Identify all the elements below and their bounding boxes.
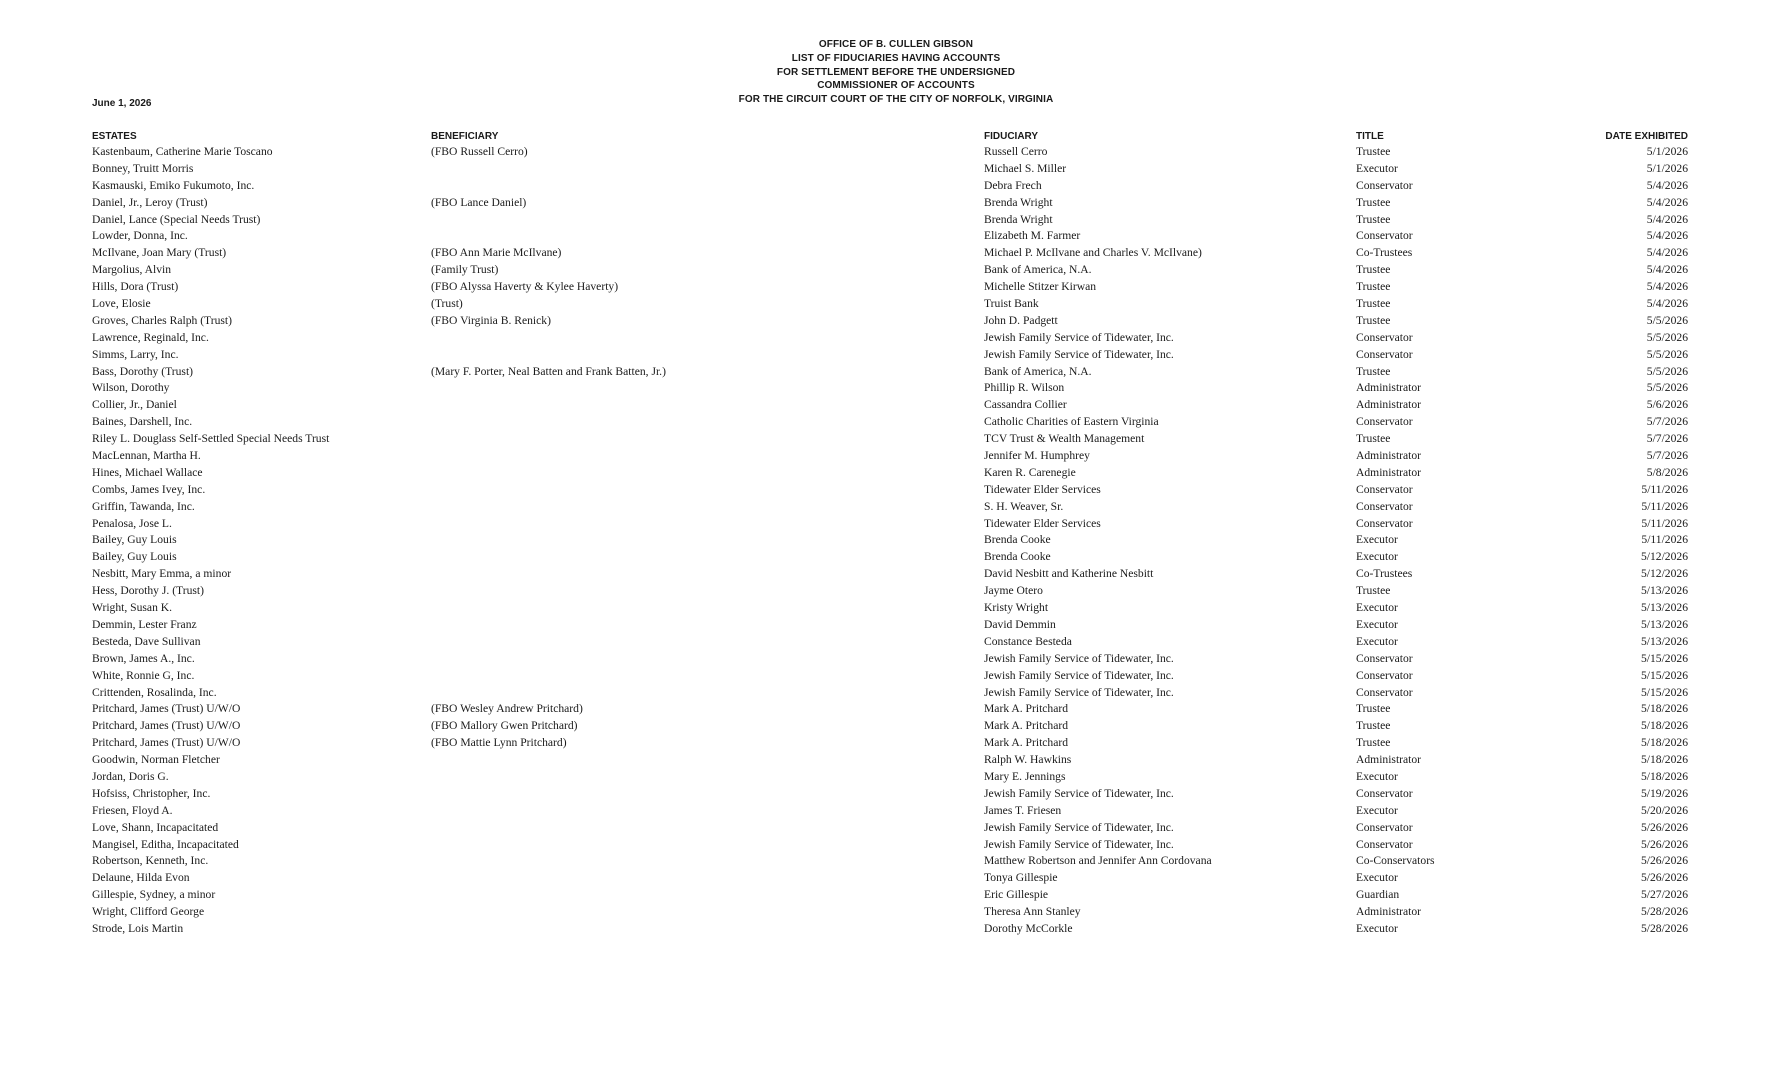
table-row <box>0 837 1792 854</box>
estate-cell: Nesbitt, Mary Emma, a minor <box>92 567 232 581</box>
title-cell: Conservator <box>1356 330 1413 344</box>
beneficiary-cell: (FBO Alyssa Haverty & Kylee Haverty) <box>431 280 619 294</box>
date-exhibited-cell: 5/18/2026 <box>1640 702 1688 716</box>
date-exhibited-cell: 5/5/2026 <box>1646 347 1688 361</box>
table-row <box>0 532 1792 549</box>
estate-cell: Lawrence, Reginald, Inc. <box>92 330 209 344</box>
table-row <box>0 161 1792 178</box>
date-exhibited-cell: 5/12/2026 <box>1640 567 1688 581</box>
date-exhibited-cell: 5/4/2026 <box>1646 212 1688 226</box>
estate-cell: Gillespie, Sydney, a minor <box>92 888 216 902</box>
estate-cell: Love, Shann, Incapacitated <box>92 820 219 834</box>
table-row <box>0 904 1792 921</box>
column-header-date-exhibited: DATE EXHIBITED <box>1605 131 1688 142</box>
title-cell: Administrator <box>1356 449 1422 463</box>
date-exhibited-cell: 5/13/2026 <box>1640 634 1688 648</box>
table-row <box>0 651 1792 668</box>
estate-cell: Riley L. Douglass Self-Settled Special Needs Trust <box>92 432 330 446</box>
fiduciary-cell: Mary E. Jennings <box>984 769 1066 783</box>
fiduciary-cell: Bank of America, N.A. <box>984 263 1092 277</box>
title-cell: Executor <box>1356 871 1398 885</box>
table-row <box>0 245 1792 262</box>
title-cell: Conservator <box>1356 499 1413 513</box>
estate-cell: Friesen, Floyd A. <box>92 803 173 817</box>
fiduciary-cell: Jennifer M. Humphrey <box>984 449 1090 463</box>
date-exhibited-cell: 5/1/2026 <box>1646 145 1688 158</box>
title-cell: Trustee <box>1356 702 1391 716</box>
fiduciary-cell: Debra Frech <box>984 178 1042 192</box>
fiduciary-cell: Tonya Gillespie <box>984 871 1058 885</box>
estate-cell: Hines, Michael Wallace <box>92 465 203 479</box>
title-cell: Executor <box>1356 769 1398 783</box>
estate-cell: White, Ronnie G, Inc. <box>92 668 195 682</box>
title-cell: Conservator <box>1356 347 1413 361</box>
table-row <box>0 803 1792 820</box>
fiduciary-cell: Brenda Wright <box>984 212 1053 226</box>
estate-cell: Lowder, Donna, Inc. <box>92 229 188 243</box>
date-exhibited-cell: 5/12/2026 <box>1640 550 1688 564</box>
table-row <box>0 279 1792 296</box>
date-exhibited-cell: 5/7/2026 <box>1646 449 1688 463</box>
estate-cell: Pritchard, James (Trust) U/W/O <box>92 719 241 733</box>
date-exhibited-cell: 5/28/2026 <box>1640 905 1688 919</box>
date-exhibited-cell: 5/18/2026 <box>1640 753 1688 767</box>
title-cell: Administrator <box>1356 381 1422 395</box>
table-row <box>0 347 1792 364</box>
estate-cell: Brown, James A., Inc. <box>92 651 195 665</box>
estate-cell: MacLennan, Martha H. <box>92 449 201 463</box>
beneficiary-cell: (Trust) <box>431 297 463 311</box>
fiduciary-cell: Michelle Stitzer Kirwan <box>984 280 1097 294</box>
date-exhibited-cell: 5/7/2026 <box>1646 415 1688 429</box>
table-row <box>0 262 1792 279</box>
estate-cell: Combs, James Ivey, Inc. <box>92 482 206 496</box>
estate-cell: McIlvane, Joan Mary (Trust) <box>92 246 227 260</box>
estate-cell: Hofsiss, Christopher, Inc. <box>92 786 211 800</box>
table-row <box>0 752 1792 769</box>
column-header-title: TITLE <box>1356 131 1384 142</box>
date-exhibited-cell: 5/15/2026 <box>1640 651 1688 665</box>
fiduciary-cell: Russell Cerro <box>984 145 1048 158</box>
fiduciary-cell: Jayme Otero <box>984 584 1043 598</box>
date-exhibited-cell: 5/26/2026 <box>1640 837 1688 851</box>
column-header-fiduciary: FIDUCIARY <box>984 131 1039 142</box>
date-exhibited-cell: 5/19/2026 <box>1640 786 1688 800</box>
date-exhibited-cell: 5/5/2026 <box>1646 330 1688 344</box>
date-exhibited-cell: 5/5/2026 <box>1646 313 1688 327</box>
title-cell: Conservator <box>1356 516 1413 530</box>
estate-cell: Hess, Dorothy J. (Trust) <box>92 584 204 598</box>
header-list-title: LIST OF FIDUCIARIES HAVING ACCOUNTS <box>791 52 1001 64</box>
estate-cell: Delaune, Hilda Evon <box>92 871 190 885</box>
estate-cell: Jordan, Doris G. <box>92 769 169 783</box>
fiduciary-cell: S. H. Weaver, Sr. <box>984 499 1064 513</box>
beneficiary-cell: (FBO Russell Cerro) <box>431 145 528 158</box>
report-date: June 1, 2026 <box>92 98 152 109</box>
table-row <box>0 516 1792 533</box>
title-cell: Conservator <box>1356 786 1413 800</box>
column-header-beneficiary: BENEFICIARY <box>431 131 499 142</box>
fiduciary-cell: Jewish Family Service of Tidewater, Inc. <box>984 330 1174 344</box>
fiduciary-cell: John D. Padgett <box>984 313 1058 327</box>
title-cell: Trustee <box>1356 432 1391 446</box>
date-exhibited-cell: 5/4/2026 <box>1646 263 1688 277</box>
fiduciary-cell: Karen R. Carenegie <box>984 465 1076 479</box>
date-exhibited-cell: 5/4/2026 <box>1646 280 1688 294</box>
fiduciary-cell: Tidewater Elder Services <box>984 516 1101 530</box>
table-row <box>0 499 1792 516</box>
title-cell: Conservator <box>1356 229 1413 243</box>
date-exhibited-cell: 5/11/2026 <box>1641 482 1688 496</box>
beneficiary-cell: (FBO Mattie Lynn Pritchard) <box>431 736 567 750</box>
estate-cell: Daniel, Jr., Leroy (Trust) <box>92 195 208 209</box>
header-office: OFFICE OF B. CULLEN GIBSON <box>818 39 974 50</box>
estate-cell: Groves, Charles Ralph (Trust) <box>92 313 232 327</box>
table-row <box>0 549 1792 566</box>
date-exhibited-cell: 5/13/2026 <box>1640 584 1688 598</box>
estate-cell: Besteda, Dave Sullivan <box>92 634 201 648</box>
fiduciary-cell: Mark A. Pritchard <box>984 719 1069 733</box>
title-cell: Conservator <box>1356 685 1413 699</box>
table-row <box>0 870 1792 887</box>
fiduciary-cell: Jewish Family Service of Tidewater, Inc. <box>984 668 1174 682</box>
date-exhibited-cell: 5/26/2026 <box>1640 854 1688 868</box>
title-cell: Administrator <box>1356 753 1422 767</box>
header-commissioner: COMMISSIONER OF ACCOUNTS <box>817 80 975 92</box>
estate-cell: Bailey, Guy Louis <box>92 550 177 564</box>
date-exhibited-cell: 5/26/2026 <box>1640 820 1688 834</box>
title-cell: Trustee <box>1356 212 1391 226</box>
title-cell: Executor <box>1356 803 1398 817</box>
date-exhibited-cell: 5/11/2026 <box>1641 499 1688 513</box>
estate-cell: Crittenden, Rosalinda, Inc. <box>92 685 217 699</box>
table-row <box>0 566 1792 583</box>
column-header-estates: ESTATES <box>92 131 137 142</box>
table-row <box>0 330 1792 347</box>
date-exhibited-cell: 5/13/2026 <box>1640 601 1688 615</box>
date-exhibited-cell: 5/8/2026 <box>1646 465 1688 479</box>
fiduciary-cell: Bank of America, N.A. <box>984 364 1092 378</box>
table-row <box>0 465 1792 482</box>
beneficiary-cell: (FBO Mallory Gwen Pritchard) <box>431 719 578 733</box>
estate-cell: Baines, Darshell, Inc. <box>92 415 193 429</box>
estate-cell: Pritchard, James (Trust) U/W/O <box>92 702 241 716</box>
date-exhibited-cell: 5/18/2026 <box>1640 719 1688 733</box>
date-exhibited-cell: 5/6/2026 <box>1646 398 1688 412</box>
table-row <box>0 195 1792 212</box>
fiduciary-cell: Brenda Cooke <box>984 550 1051 564</box>
table-row <box>0 600 1792 617</box>
beneficiary-cell: (FBO Virginia B. Renick) <box>431 313 551 327</box>
table-row <box>0 887 1792 904</box>
date-exhibited-cell: 5/15/2026 <box>1640 668 1688 682</box>
table-row <box>0 364 1792 381</box>
fiduciary-cell: Michael S. Miller <box>984 161 1067 175</box>
fiduciary-cell: Dorothy McCorkle <box>984 921 1073 935</box>
table-row <box>0 786 1792 803</box>
estate-cell: Bonney, Truitt Morris <box>92 161 194 175</box>
beneficiary-cell: (FBO Lance Daniel) <box>431 195 527 209</box>
title-cell: Trustee <box>1356 145 1391 158</box>
header-settlement: FOR SETTLEMENT BEFORE THE UNDERSIGNED <box>776 66 1016 78</box>
fiduciary-table <box>0 144 1792 938</box>
table-row <box>0 634 1792 651</box>
table-row <box>0 718 1792 735</box>
date-exhibited-cell: 5/11/2026 <box>1641 533 1688 547</box>
title-cell: Trustee <box>1356 297 1391 311</box>
estate-cell: Margolius, Alvin <box>92 263 172 277</box>
table-row <box>0 482 1792 499</box>
estate-cell: Wilson, Dorothy <box>92 381 170 395</box>
fiduciary-cell: Elizabeth M. Farmer <box>984 229 1081 243</box>
fiduciary-cell: Cassandra Collier <box>984 398 1067 412</box>
title-cell: Co-Conservators <box>1356 854 1435 868</box>
date-exhibited-cell: 5/18/2026 <box>1640 769 1688 783</box>
date-exhibited-cell: 5/15/2026 <box>1640 685 1688 699</box>
date-exhibited-cell: 5/5/2026 <box>1646 381 1688 395</box>
table-row <box>0 820 1792 837</box>
date-exhibited-cell: 5/27/2026 <box>1640 888 1688 902</box>
fiduciary-cell: Theresa Ann Stanley <box>984 905 1081 919</box>
fiduciary-cell: Truist Bank <box>984 297 1039 311</box>
fiduciary-cell: Mark A. Pritchard <box>984 736 1069 750</box>
title-cell: Executor <box>1356 550 1398 564</box>
table-row <box>0 431 1792 448</box>
date-exhibited-cell: 5/28/2026 <box>1640 921 1688 935</box>
table-row <box>0 448 1792 465</box>
date-exhibited-cell: 5/26/2026 <box>1640 871 1688 885</box>
fiduciary-cell: Tidewater Elder Services <box>984 482 1101 496</box>
fiduciary-cell: Jewish Family Service of Tidewater, Inc. <box>984 786 1174 800</box>
fiduciary-cell: Ralph W. Hawkins <box>984 753 1072 767</box>
fiduciary-cell: TCV Trust & Wealth Management <box>984 432 1145 446</box>
title-cell: Conservator <box>1356 837 1413 851</box>
title-cell: Executor <box>1356 617 1398 631</box>
table-row <box>0 414 1792 431</box>
title-cell: Trustee <box>1356 195 1391 209</box>
fiduciary-cell: Eric Gillespie <box>984 888 1049 902</box>
fiduciary-cell: Jewish Family Service of Tidewater, Inc. <box>984 347 1174 361</box>
fiduciary-cell: James T. Friesen <box>984 803 1062 817</box>
table-row <box>0 921 1792 938</box>
estate-cell: Robertson, Kenneth, Inc. <box>92 854 209 868</box>
table-row <box>0 769 1792 786</box>
title-cell: Conservator <box>1356 178 1413 192</box>
table-row <box>0 178 1792 195</box>
table-row <box>0 296 1792 313</box>
title-cell: Administrator <box>1356 398 1422 412</box>
date-exhibited-cell: 5/4/2026 <box>1646 195 1688 209</box>
title-cell: Trustee <box>1356 280 1391 294</box>
title-cell: Guardian <box>1356 888 1400 902</box>
title-cell: Conservator <box>1356 820 1413 834</box>
date-exhibited-cell: 5/7/2026 <box>1646 432 1688 446</box>
title-cell: Administrator <box>1356 905 1422 919</box>
title-cell: Executor <box>1356 634 1398 648</box>
title-cell: Executor <box>1356 161 1398 175</box>
estate-cell: Griffin, Tawanda, Inc. <box>92 499 195 513</box>
title-cell: Conservator <box>1356 415 1413 429</box>
table-row <box>0 668 1792 685</box>
estate-cell: Kasmauski, Emiko Fukumoto, Inc. <box>92 178 255 192</box>
title-cell: Co-Trustees <box>1356 246 1413 260</box>
title-cell: Administrator <box>1356 465 1422 479</box>
date-exhibited-cell: 5/4/2026 <box>1646 229 1688 243</box>
title-cell: Trustee <box>1356 263 1391 277</box>
title-cell: Co-Trustees <box>1356 567 1413 581</box>
date-exhibited-cell: 5/20/2026 <box>1640 803 1688 817</box>
date-exhibited-cell: 5/1/2026 <box>1646 161 1688 175</box>
fiduciary-cell: Jewish Family Service of Tidewater, Inc. <box>984 685 1174 699</box>
date-exhibited-cell: 5/18/2026 <box>1640 736 1688 750</box>
table-row <box>0 144 1792 161</box>
document-header <box>596 38 1196 107</box>
date-exhibited-cell: 5/4/2026 <box>1646 297 1688 311</box>
fiduciary-cell: Brenda Cooke <box>984 533 1051 547</box>
title-cell: Executor <box>1356 921 1398 935</box>
header-court: FOR THE CIRCUIT COURT OF THE CITY OF NORFOLK, VIRGINIA <box>738 94 1054 106</box>
estate-cell: Pritchard, James (Trust) U/W/O <box>92 736 241 750</box>
estate-cell: Collier, Jr., Daniel <box>92 398 177 412</box>
title-cell: Trustee <box>1356 736 1391 750</box>
fiduciary-cell: Phillip R. Wilson <box>984 381 1065 395</box>
table-row <box>0 735 1792 752</box>
date-exhibited-cell: 5/5/2026 <box>1646 364 1688 378</box>
estate-cell: Demmin, Lester Franz <box>92 617 197 631</box>
estate-cell: Wright, Susan K. <box>92 601 173 615</box>
estate-cell: Mangisel, Editha, Incapacitated <box>92 837 239 851</box>
date-exhibited-cell: 5/11/2026 <box>1641 516 1688 530</box>
beneficiary-cell: (FBO Ann Marie McIlvane) <box>431 246 562 260</box>
title-cell: Trustee <box>1356 719 1391 733</box>
estate-cell: Strode, Lois Martin <box>92 921 184 935</box>
title-cell: Conservator <box>1356 482 1413 496</box>
fiduciary-cell: David Demmin <box>984 617 1056 631</box>
fiduciary-cell: Catholic Charities of Eastern Virginia <box>984 415 1159 429</box>
title-cell: Executor <box>1356 533 1398 547</box>
date-exhibited-cell: 5/13/2026 <box>1640 617 1688 631</box>
beneficiary-cell: (FBO Wesley Andrew Pritchard) <box>431 702 583 716</box>
title-cell: Trustee <box>1356 313 1391 327</box>
table-row <box>0 583 1792 600</box>
title-cell: Conservator <box>1356 651 1413 665</box>
date-exhibited-cell: 5/4/2026 <box>1646 246 1688 260</box>
date-exhibited-cell: 5/4/2026 <box>1646 178 1688 192</box>
fiduciary-cell: Brenda Wright <box>984 195 1053 209</box>
table-row <box>0 617 1792 634</box>
fiduciary-cell: Matthew Robertson and Jennifer Ann Cordovana <box>984 854 1212 868</box>
table-row <box>0 380 1792 397</box>
fiduciary-cell: Kristy Wright <box>984 601 1049 615</box>
table-row <box>0 397 1792 414</box>
table-row <box>0 212 1792 229</box>
fiduciary-cell: Mark A. Pritchard <box>984 702 1069 716</box>
title-cell: Trustee <box>1356 364 1391 378</box>
fiduciary-cell: Michael P. McIlvane and Charles V. McIlvane) <box>984 246 1202 260</box>
beneficiary-cell: (Mary F. Porter, Neal Batten and Frank Batten, Jr.) <box>431 364 666 378</box>
title-cell: Trustee <box>1356 584 1391 598</box>
fiduciary-cell: Jewish Family Service of Tidewater, Inc. <box>984 837 1174 851</box>
estate-cell: Hills, Dora (Trust) <box>92 280 179 294</box>
estate-cell: Love, Elosie <box>92 297 151 311</box>
table-row <box>0 685 1792 702</box>
estate-cell: Daniel, Lance (Special Needs Trust) <box>92 212 261 226</box>
title-cell: Executor <box>1356 601 1398 615</box>
title-cell: Conservator <box>1356 668 1413 682</box>
estate-cell: Bass, Dorothy (Trust) <box>92 364 194 378</box>
estate-cell: Penalosa, Jose L. <box>92 516 172 530</box>
estate-cell: Goodwin, Norman Fletcher <box>92 753 220 767</box>
fiduciary-cell: Constance Besteda <box>984 634 1072 648</box>
table-row <box>0 228 1792 245</box>
estate-cell: Bailey, Guy Louis <box>92 533 177 547</box>
estate-cell: Kastenbaum, Catherine Marie Toscano <box>92 145 273 158</box>
estate-cell: Wright, Clifford George <box>92 905 205 919</box>
table-row <box>0 853 1792 870</box>
beneficiary-cell: (Family Trust) <box>431 263 499 277</box>
fiduciary-cell: David Nesbitt and Katherine Nesbitt <box>984 567 1154 581</box>
table-row <box>0 313 1792 330</box>
table-row <box>0 701 1792 718</box>
estate-cell: Simms, Larry, Inc. <box>92 347 179 361</box>
fiduciary-cell: Jewish Family Service of Tidewater, Inc. <box>984 651 1174 665</box>
fiduciary-cell: Jewish Family Service of Tidewater, Inc. <box>984 820 1174 834</box>
